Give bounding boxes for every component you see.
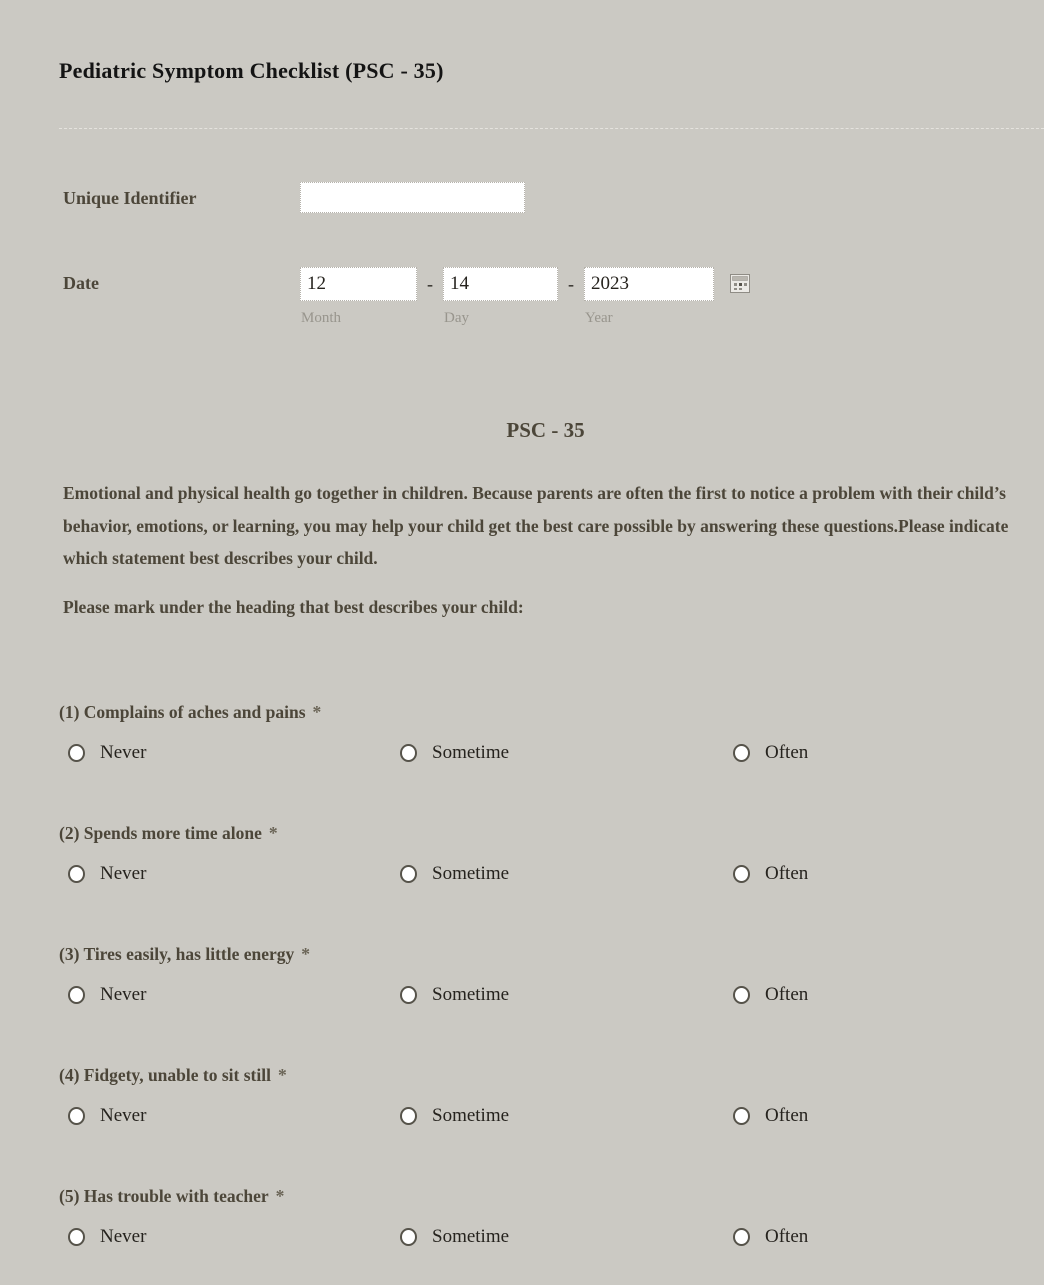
questions-list	[59, 702, 1032, 1248]
q4-option-never[interactable]	[68, 1105, 400, 1127]
question-3-label	[59, 944, 1032, 965]
q4-option-often[interactable]	[733, 1105, 1032, 1127]
question-3	[59, 944, 1032, 1006]
q1-option-never[interactable]	[68, 742, 400, 764]
radio-circle-icon[interactable]	[400, 1228, 417, 1246]
date-month-input[interactable]	[300, 267, 417, 301]
radio-circle-icon[interactable]	[400, 744, 417, 762]
radio-circle-icon[interactable]	[68, 986, 85, 1004]
question-3-text: (3) Tires easily, has little energy	[59, 943, 295, 964]
radio-circle-icon[interactable]	[733, 744, 750, 762]
radio-option-label: Sometime	[432, 741, 510, 763]
q4-option-sometime[interactable]	[400, 1105, 733, 1127]
calendar-icon[interactable]	[729, 272, 751, 294]
date-year-input[interactable]	[584, 267, 714, 301]
radio-circle-icon[interactable]	[400, 865, 417, 883]
radio-circle-icon[interactable]	[68, 1228, 85, 1246]
q2-option-sometime[interactable]	[400, 863, 733, 885]
date-day-input[interactable]	[443, 267, 558, 301]
radio-option-label: Never	[100, 1225, 147, 1247]
radio-option-label: Never	[100, 1104, 147, 1126]
question-5	[59, 1186, 1032, 1248]
radio-circle-icon[interactable]	[733, 1107, 750, 1125]
question-2-text: (2) Spends more time alone	[59, 822, 262, 843]
required-asterisk: *	[268, 822, 278, 843]
question-4-label	[59, 1065, 1032, 1086]
page-title: Pediatric Symptom Checklist (PSC - 35)	[59, 58, 444, 83]
question-2	[59, 823, 1032, 885]
radio-option-label: Sometime	[432, 862, 510, 884]
radio-option-label: Sometime	[432, 1225, 510, 1247]
q5-option-never[interactable]	[68, 1226, 400, 1248]
required-asterisk: *	[275, 1185, 285, 1206]
question-3-options	[68, 984, 1032, 1006]
radio-option-label: Often	[765, 1225, 809, 1247]
q3-option-sometime[interactable]	[400, 984, 733, 1006]
q5-option-often[interactable]	[733, 1226, 1032, 1248]
question-2-options	[68, 863, 1032, 885]
radio-option-label: Often	[765, 741, 809, 763]
date-month-part	[300, 267, 417, 327]
radio-circle-icon[interactable]	[68, 1107, 85, 1125]
q2-option-never[interactable]	[68, 863, 400, 885]
date-separator: -	[427, 274, 433, 294]
date-year-part	[584, 267, 714, 327]
question-5-label	[59, 1186, 1032, 1207]
divider	[59, 128, 1044, 129]
date-row	[59, 267, 1032, 327]
question-4-text: (4) Fidgety, unable to sit still	[59, 1064, 271, 1085]
calendar-icon-glyph	[730, 273, 750, 293]
question-1-label	[59, 702, 1032, 723]
radio-circle-icon[interactable]	[733, 865, 750, 883]
intro-paragraph: Emotional and physical health go together in children. Because parents are often the first to notice a problem with their child’s behavior, emotions, or learning, you may help your child get the best care possible by answering these questions.Please indicate which statement best describes your child.	[63, 483, 1009, 568]
q2-option-often[interactable]	[733, 863, 1032, 885]
question-2-label	[59, 823, 1032, 844]
radio-option-label: Often	[765, 983, 809, 1005]
radio-circle-icon[interactable]	[733, 1228, 750, 1246]
q1-option-sometime[interactable]	[400, 742, 733, 764]
question-5-options	[68, 1226, 1032, 1248]
required-asterisk: *	[301, 943, 311, 964]
radio-option-label: Often	[765, 1104, 809, 1126]
date-separator: -	[568, 274, 574, 294]
question-1-options	[68, 742, 1032, 764]
radio-option-label: Sometime	[432, 983, 510, 1005]
radio-option-label: Never	[100, 741, 147, 763]
unique-identifier-label: Unique Identifier	[63, 188, 197, 208]
radio-option-label: Often	[765, 862, 809, 884]
question-4-options	[68, 1105, 1032, 1127]
date-group	[300, 267, 751, 327]
date-label: Date	[63, 273, 99, 293]
question-1	[59, 702, 1032, 764]
required-asterisk: *	[312, 701, 322, 722]
instruction-text: Please mark under the heading that best describes your child:	[63, 596, 524, 617]
q3-option-never[interactable]	[68, 984, 400, 1006]
radio-circle-icon[interactable]	[68, 865, 85, 883]
date-month-sublabel: Month	[301, 310, 342, 326]
radio-circle-icon[interactable]	[400, 986, 417, 1004]
q3-option-often[interactable]	[733, 984, 1032, 1006]
unique-identifier-input[interactable]	[300, 182, 525, 213]
radio-circle-icon[interactable]	[68, 744, 85, 762]
date-day-sublabel: Day	[444, 310, 469, 326]
radio-option-label: Never	[100, 983, 147, 1005]
radio-option-label: Never	[100, 862, 147, 884]
q1-option-often[interactable]	[733, 742, 1032, 764]
section-heading: PSC - 35	[506, 418, 585, 442]
required-asterisk: *	[277, 1064, 287, 1085]
radio-circle-icon[interactable]	[733, 986, 750, 1004]
date-year-sublabel: Year	[585, 310, 613, 326]
unique-identifier-row	[59, 182, 1032, 213]
q5-option-sometime[interactable]	[400, 1226, 733, 1248]
radio-option-label: Sometime	[432, 1104, 510, 1126]
radio-circle-icon[interactable]	[400, 1107, 417, 1125]
question-5-text: (5) Has trouble with teacher	[59, 1185, 269, 1206]
question-4	[59, 1065, 1032, 1127]
date-day-part	[443, 267, 558, 327]
question-1-text: (1) Complains of aches and pains	[59, 701, 306, 722]
